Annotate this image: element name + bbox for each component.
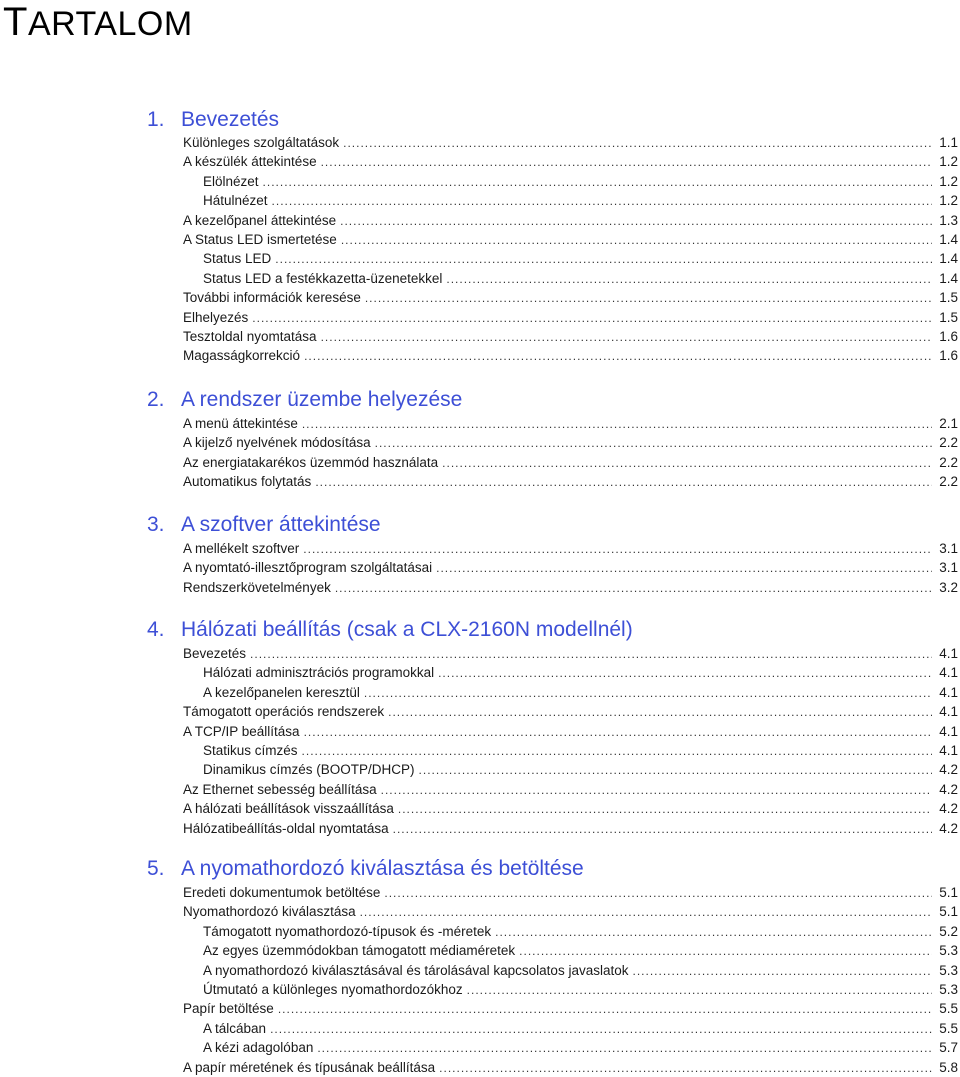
toc-entry-page: 5.7	[939, 1040, 958, 1055]
toc-entry-page: 1.4	[939, 271, 958, 286]
toc-entry-page: 3.1	[939, 560, 958, 575]
toc-entry-page: 4.1	[939, 665, 958, 680]
toc-entry-label: A kezelőpanel áttekintése	[183, 213, 337, 228]
dot-leader	[302, 742, 932, 760]
dot-leader	[442, 454, 932, 472]
toc-entry-label: További információk keresése	[183, 290, 361, 305]
dot-leader	[315, 473, 932, 491]
toc-entry-page: 4.1	[939, 743, 958, 758]
toc-entry[interactable]	[183, 454, 958, 472]
toc-entry-page: 5.5	[939, 1021, 958, 1036]
toc-entry-label: Bevezetés	[183, 646, 247, 661]
dot-leader	[381, 781, 932, 799]
dot-leader	[343, 134, 932, 152]
dot-leader	[302, 415, 932, 433]
toc-entry-page: 4.2	[939, 782, 958, 797]
toc-entry-label: Statikus címzés	[203, 743, 298, 758]
toc-entry[interactable]	[183, 415, 958, 433]
toc-entry[interactable]	[183, 328, 958, 346]
toc-entry-label: A nyomathordozó kiválasztásával és tárolásával kapcsolatos javaslatok	[203, 963, 629, 978]
toc-entry-page: 4.1	[939, 646, 958, 661]
toc-entry[interactable]	[183, 1000, 958, 1018]
toc-entry-label: A kézi adagolóban	[203, 1040, 314, 1055]
page-title-initial: T	[3, 0, 28, 44]
toc-entry[interactable]	[183, 540, 958, 558]
chapter-title: Hálózati beállítás (csak a CLX-2160N modellnél)	[181, 618, 633, 641]
toc-entry[interactable]	[183, 579, 958, 597]
dot-leader	[321, 328, 932, 346]
dot-leader	[375, 434, 932, 452]
toc-entry-label: Hálózatibeállítás-oldal nyomtatása	[183, 821, 389, 836]
chapter-title: Bevezetés	[181, 108, 280, 131]
toc-entry-page: 4.1	[939, 724, 958, 739]
toc-entry-label: A kijelző nyelvének módosítása	[183, 435, 371, 450]
toc-entry-page: 1.1	[939, 135, 958, 150]
toc-entry[interactable]	[203, 173, 958, 191]
dot-leader	[439, 1059, 932, 1077]
toc-entry-label: A papír méretének és típusának beállítása	[183, 1060, 436, 1075]
toc-entry-label: A készülék áttekintése	[183, 154, 317, 169]
toc-entry-page: 2.2	[939, 435, 958, 450]
toc-entry[interactable]	[183, 1059, 958, 1077]
toc-entry-label: A TCP/IP beállítása	[183, 724, 300, 739]
toc-entry[interactable]	[183, 903, 958, 921]
dot-leader	[272, 192, 932, 210]
toc-entry[interactable]	[183, 723, 958, 741]
toc-entry[interactable]	[183, 153, 958, 171]
toc-entry[interactable]	[203, 981, 958, 999]
toc-entry[interactable]	[203, 1020, 958, 1038]
toc-entry-page: 1.4	[939, 232, 958, 247]
toc-entry[interactable]	[203, 250, 958, 268]
toc-entry-page: 5.5	[939, 1001, 958, 1016]
toc-entry-label: A nyomtató-illesztőprogram szolgáltatásai	[183, 560, 433, 575]
dot-leader	[304, 347, 932, 365]
chapter-number: 3.	[147, 513, 165, 536]
toc-entry-label: Nyomathordozó kiválasztása	[183, 904, 356, 919]
toc-entry-page: 1.3	[939, 213, 958, 228]
chapter-title: A rendszer üzembe helyezése	[181, 388, 463, 411]
toc-entry-page: 2.2	[939, 474, 958, 489]
chapter-heading[interactable]	[147, 855, 584, 883]
dot-leader	[340, 212, 932, 230]
dot-leader	[250, 645, 932, 663]
dot-leader	[341, 231, 932, 249]
dot-leader	[252, 309, 932, 327]
chapter-number: 2.	[147, 388, 165, 411]
toc-entry-label: A hálózati beállítások visszaállítása	[183, 801, 394, 816]
toc-entry[interactable]	[183, 781, 958, 799]
toc-entry-label: Rendszerkövetelmények	[183, 580, 331, 595]
chapter-number: 5.	[147, 857, 165, 880]
dot-leader	[360, 903, 932, 921]
toc-entry-label: Eredeti dokumentumok betöltése	[183, 885, 381, 900]
dot-leader	[364, 684, 932, 702]
toc-entry[interactable]	[183, 434, 958, 452]
toc-entry-label: A Status LED ismertetése	[183, 232, 337, 247]
dot-leader	[495, 923, 932, 941]
toc-entry-page: 5.3	[939, 963, 958, 978]
chapter-number: 4.	[147, 618, 165, 641]
toc-entry[interactable]	[183, 820, 958, 838]
dot-leader	[304, 723, 932, 741]
chapter-heading[interactable]	[147, 106, 279, 134]
page-title-rest: ARTALOM	[27, 5, 193, 43]
toc-entry-page: 1.2	[939, 193, 958, 208]
chapter-number: 1.	[147, 108, 165, 131]
toc-entry-label: Az egyes üzemmódokban támogatott médiaméretek	[203, 943, 516, 958]
toc-entry-label: Elhelyezés	[183, 310, 249, 325]
toc-entry-page: 1.4	[939, 251, 958, 266]
toc-entry[interactable]	[183, 800, 958, 818]
toc-entry-label: Status LED	[203, 251, 272, 266]
toc-entry[interactable]	[183, 289, 958, 307]
dot-leader	[321, 153, 932, 171]
dot-leader	[438, 664, 932, 682]
toc-entry-label: A menü áttekintése	[183, 416, 298, 431]
toc-entry-page: 4.2	[939, 801, 958, 816]
toc-entry[interactable]	[183, 645, 958, 663]
dot-leader	[398, 800, 932, 818]
toc-entry-page: 5.2	[939, 924, 958, 939]
toc-entry-label: Status LED a festékkazetta-üzenetekkel	[203, 271, 443, 286]
toc-entry-page: 5.1	[939, 904, 958, 919]
toc-entry-page: 4.2	[939, 762, 958, 777]
toc-entry-page: 1.2	[939, 174, 958, 189]
toc-entry-label: Magasságkorrekció	[183, 348, 301, 363]
toc-entry-page: 2.1	[939, 416, 958, 431]
toc-entry-label: Támogatott operációs rendszerek	[183, 704, 385, 719]
toc-entry[interactable]	[203, 664, 958, 682]
toc-entry-page: 1.5	[939, 310, 958, 325]
toc-entry-label: Dinamikus címzés (BOOTP/DHCP)	[203, 762, 415, 777]
dot-leader	[393, 820, 932, 838]
toc-entry[interactable]	[203, 270, 958, 288]
toc-entry[interactable]	[203, 942, 958, 960]
toc-entry-page: 5.3	[939, 943, 958, 958]
toc-entry-page: 5.1	[939, 885, 958, 900]
toc-entry[interactable]	[183, 212, 958, 230]
toc-entry-label: Az Ethernet sebesség beállítása	[183, 782, 377, 797]
toc-entry-page: 4.2	[939, 821, 958, 836]
toc-entry[interactable]	[183, 347, 958, 365]
toc-entry-page: 3.1	[939, 541, 958, 556]
dot-leader	[436, 559, 932, 577]
toc-entry[interactable]	[203, 684, 958, 702]
toc-entry-page: 3.2	[939, 580, 958, 595]
toc-entry[interactable]	[183, 703, 958, 721]
toc-entry-page: 4.1	[939, 704, 958, 719]
dot-leader	[278, 1000, 932, 1018]
dot-leader	[335, 579, 932, 597]
toc-entry-label: Papír betöltése	[183, 1001, 274, 1016]
dot-leader	[419, 761, 932, 779]
chapter-title: A szoftver áttekintése	[181, 513, 381, 536]
toc-entry-label: Hálózati adminisztrációs programokkal	[203, 665, 435, 680]
toc-entry[interactable]	[203, 1039, 958, 1057]
toc-entry-label: A tálcában	[203, 1021, 267, 1036]
chapter-heading[interactable]	[147, 386, 462, 414]
dot-leader	[388, 703, 932, 721]
toc-entry-page: 4.1	[939, 685, 958, 700]
toc-entry-page: 5.8	[939, 1060, 958, 1075]
toc-entry-page: 1.2	[939, 154, 958, 169]
toc-entry[interactable]	[203, 923, 958, 941]
toc-entry-label: Tesztoldal nyomtatása	[183, 329, 317, 344]
toc-entry[interactable]	[183, 559, 958, 577]
chapter-heading[interactable]	[147, 511, 381, 539]
toc-entry-page: 1.6	[939, 348, 958, 363]
toc-entry-label: Útmutató a különleges nyomathordozókhoz	[203, 982, 463, 997]
toc-entry-label: Az energiatakarékos üzemmód használata	[183, 455, 439, 470]
toc-entry-label: Különleges szolgáltatások	[183, 135, 340, 150]
dot-leader	[384, 884, 932, 902]
toc-entry-label: Hátulnézet	[203, 193, 268, 208]
toc-entry[interactable]	[203, 761, 958, 779]
dot-leader	[365, 289, 932, 307]
toc-entry[interactable]	[183, 309, 958, 327]
toc-entry[interactable]	[183, 473, 958, 491]
toc-entry-page: 1.6	[939, 329, 958, 344]
toc-entry-page: 5.3	[939, 982, 958, 997]
dot-leader	[519, 942, 932, 960]
dot-leader	[467, 981, 932, 999]
dot-leader	[303, 540, 932, 558]
toc-entry-page: 1.5	[939, 290, 958, 305]
dot-leader	[275, 250, 932, 268]
dot-leader	[317, 1039, 932, 1057]
toc-entry[interactable]	[203, 192, 958, 210]
toc-entry[interactable]	[183, 231, 958, 249]
toc-entry[interactable]	[203, 962, 958, 980]
dot-leader	[263, 173, 932, 191]
chapter-heading[interactable]	[147, 616, 633, 644]
toc-entry-label: Elölnézet	[203, 174, 259, 189]
dot-leader	[270, 1020, 932, 1038]
toc-entry-label: Támogatott nyomathordozó-típusok és -méretek	[203, 924, 492, 939]
toc-entry-label: A mellékelt szoftver	[183, 541, 300, 556]
toc-entry-label: Automatikus folytatás	[183, 474, 312, 489]
toc-entry[interactable]	[183, 884, 958, 902]
toc-entry-label: A kezelőpanelen keresztül	[203, 685, 360, 700]
dot-leader	[632, 962, 932, 980]
toc-entry[interactable]	[183, 134, 958, 152]
toc-entry-page: 2.2	[939, 455, 958, 470]
dot-leader	[446, 270, 932, 288]
toc-entry[interactable]	[203, 742, 958, 760]
chapter-title: A nyomathordozó kiválasztása és betöltése	[181, 857, 584, 880]
